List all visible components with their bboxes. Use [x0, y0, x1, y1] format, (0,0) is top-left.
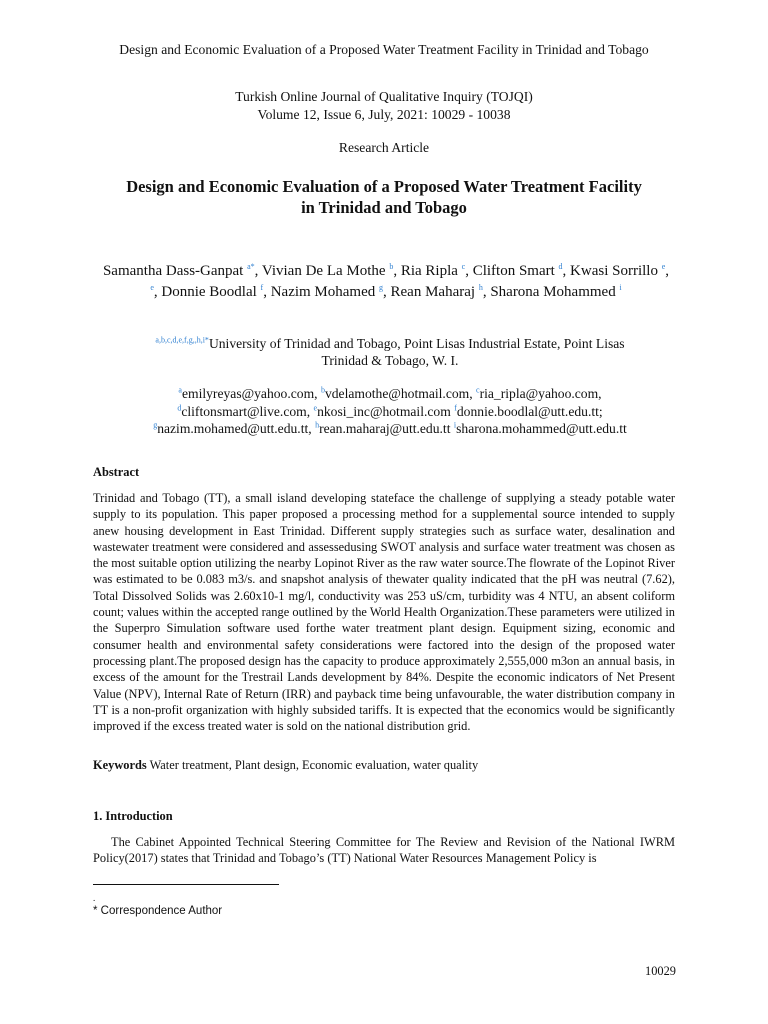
email-mark: e [313, 402, 318, 412]
author [271, 284, 391, 300]
author [570, 263, 669, 279]
author-name: Clifton Smart [472, 263, 559, 279]
affiliation-marks: a,b,c,d,e,f,g,,h,i* [155, 335, 209, 345]
affiliation-line-1: University of Trinidad and Tobago, Point Lisas Industrial Estate, Point Lisas [208, 336, 625, 351]
journal-name: Turkish Online Journal of Qualitative Inquiry (TOJQI) [235, 89, 533, 104]
author-name: Vivian De La Mothe [261, 263, 390, 279]
email-address[interactable]: ria_ripla@yahoo.com, [479, 386, 602, 401]
author-affiliation-mark: e [150, 283, 154, 292]
email-mark: h [315, 420, 320, 430]
email-address[interactable]: cliftonsmart@live.com, [181, 403, 314, 419]
keywords-label: Keywords [93, 758, 147, 772]
author-separator: , [482, 284, 491, 300]
email-address[interactable]: nazim.mohamed@utt.edu.tt, [157, 421, 316, 436]
email-address[interactable]: rean.maharaj@utt.edu.tt [319, 421, 454, 436]
author [161, 284, 270, 300]
author-separator: , [393, 263, 401, 279]
email-address[interactable]: sharona.mohammed@utt.edu.tt [456, 421, 627, 436]
page-number: 10029 [645, 964, 676, 978]
email-address[interactable]: emilyreyas@yahoo.com, [181, 386, 321, 401]
author-name: Rean Maharaj [390, 284, 479, 300]
author-separator: , [465, 263, 473, 279]
keywords [93, 758, 478, 773]
correspondence-footnote: * Correspondence Author [93, 905, 223, 917]
author-affiliation-mark: d [558, 262, 563, 271]
running-head: Design and Economic Evaluation of a Proposed Water Treatment Facility in Trinidad and Tobago [119, 42, 649, 57]
email-mark: b [320, 385, 325, 395]
author-name: Samantha Dass-Ganpat [102, 263, 248, 279]
paper-title [80, 176, 688, 218]
footnote-dot: . [93, 893, 96, 903]
email-mark: i [453, 420, 457, 430]
author-affiliation-mark: a* [247, 262, 255, 271]
author-affiliation-mark: b [389, 262, 394, 271]
author [103, 263, 262, 279]
author [473, 263, 570, 279]
author [150, 284, 161, 300]
author-name: Donnie Boodlal [161, 284, 261, 300]
author-affiliation-mark: h [478, 283, 483, 292]
author-name: Nazim Mohamed [270, 284, 380, 300]
author-separator: , [562, 263, 571, 279]
journal-info [0, 88, 768, 124]
email-mark: a [178, 385, 182, 395]
author-affiliation-mark: g [379, 283, 384, 292]
email-address[interactable]: nkosi_inc@hotmail.com [317, 403, 455, 419]
email-mark: c [476, 385, 480, 395]
author [391, 284, 491, 300]
email-line [100, 403, 680, 421]
email-mark: g [153, 420, 158, 430]
author-separator: , [153, 284, 162, 300]
author-separator: , [383, 284, 391, 300]
email-line [100, 385, 680, 403]
introduction-heading: 1. Introduction [93, 809, 173, 823]
author [401, 263, 473, 279]
footnote-divider [93, 884, 279, 885]
author-affiliation-mark: f [260, 283, 264, 292]
email-list [100, 385, 680, 438]
affiliation [100, 335, 680, 369]
email-mark: d [177, 402, 182, 412]
email-address[interactable]: donnie.boodlal@utt.edu.tt; [456, 403, 603, 419]
abstract-body: Trinidad and Tobago (TT), a small island developing stateface the challenge of supplying a steady potable water supply to its population. This paper proposed a processing method for a supplemental source intended to supply anew housing development in East Trinidad. Different supply strategies such as surface water, desalination and wastewater treatment were considered and assessedusing SWOT analysis and surface water treatment was chosen as the most suitable option utilizing the nearby Lopinot River as the raw water source.The flowrate of the Lopinot River was estimated to be 0.083 m3/s. and snapshot analysis of thewater quality indicated that the pH was neutral (7.62), Total Dissolved Solids was 2.60x10-1 mg/l, conductivity was 253 uS/cm, turbidity was 4 NTU, an absent coliform count; values within the accepted range outlined by the World Health Organization.These parameters were utilized in the Superpro Simulation software used forthe water treatment plant design. Equipment sizing, economic and consumer health and environmental safety considerations were factored into the design of the proposed water processing plant.The proposed design has the capacity to produce approximately 2,555,000 m3on an annual basis, in excess of the amount for the Trestrail Lands development by 84%. Despite the economic indicators of Net Present Value (NPV), Internal Rate of Return (IRR) and payback time being unfavourable, the water distribution company in TT is a non-profit organization with highly subsided tariffs. It is expected that the economics would be significantly improved if the excess treated water is sold on the national distribution grid. [93, 491, 675, 734]
introduction-body: The Cabinet Appointed Technical Steering Committee for The Review and Revision of the National IWRM Policy(2017) states that Trinidad and Tobago’s (TT) National Water Resources Management Policy is [93, 835, 675, 866]
title-line-1: Design and Economic Evaluation of a Proposed Water Treatment Facility [126, 177, 642, 196]
abstract-heading: Abstract [93, 465, 140, 479]
email-line [100, 420, 680, 438]
title-line-2: in Trinidad and Tobago [301, 198, 467, 217]
author-separator: , [263, 284, 271, 300]
author-separator: , [665, 263, 670, 279]
affiliation-line-2: Trinidad & Tobago, W. I. [321, 353, 459, 368]
email-address[interactable]: vdelamothe@hotmail.com, [324, 386, 477, 401]
author-list [86, 261, 686, 303]
journal-volume: Volume 12, Issue 6, July, 2021: 10029 - 10038 [257, 107, 511, 122]
author [262, 263, 401, 279]
author-name: Sharona Mohammed [490, 284, 620, 300]
author-affiliation-mark: e [661, 262, 666, 271]
author-affiliation-mark: c [461, 262, 466, 271]
article-type: Research Article [338, 140, 430, 155]
author-name: Ria Ripla [400, 263, 462, 279]
email-mark: f [454, 402, 457, 412]
author-name: Kwasi Sorrillo [570, 263, 662, 279]
author-affiliation-mark: i [619, 283, 622, 292]
author-separator: , [254, 263, 262, 279]
author [490, 284, 621, 300]
keywords-text: Water treatment, Plant design, Economic evaluation, water quality [146, 758, 479, 772]
